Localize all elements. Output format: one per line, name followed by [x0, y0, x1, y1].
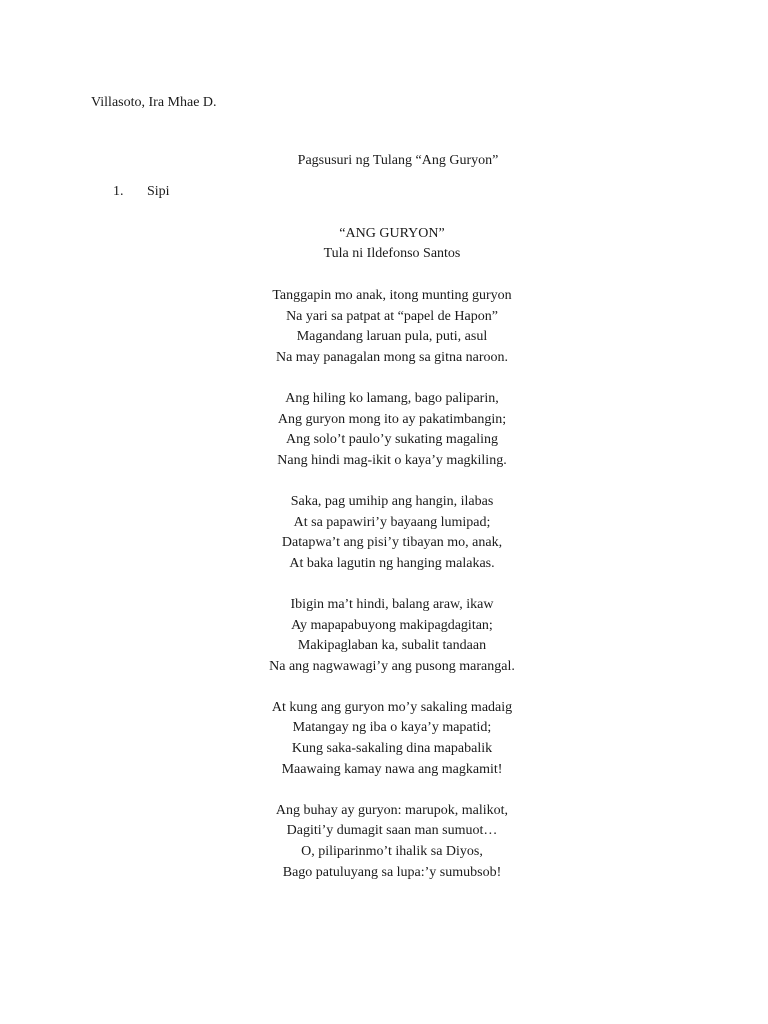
- poem-stanza: [200, 492, 584, 574]
- poem-line: Nang hindi mag-ikit o kaya’y magkiling.: [277, 452, 507, 468]
- poem-line: Matangay ng iba o kaya’y mapatid;: [292, 720, 492, 736]
- poem-line: Na ang nagwawagi’y ang pusong marangal.: [269, 658, 515, 674]
- poem-stanza: [200, 286, 584, 368]
- poem-title: “ANG GURYON”: [339, 226, 445, 241]
- poem-stanza: [200, 698, 584, 780]
- poem-line: Maawaing kamay nawa ang magkamit!: [281, 761, 503, 777]
- poem-line: Datapwa’t ang pisi’y tibayan mo, anak,: [281, 535, 503, 551]
- poem-line: O, piliparinmo’t ihalik sa Diyos,: [301, 844, 483, 860]
- poem-line: Ang guryon mong ito ay pakatimbangin;: [277, 411, 507, 427]
- poem-line: At baka lagutin ng hanging malakas.: [289, 555, 495, 571]
- section-number: 1.: [113, 184, 124, 199]
- poem-line: Dagiti’y dumagit saan man sumuot…: [286, 823, 498, 839]
- poem-line: Kung saka-sakaling dina mapabalik: [291, 741, 493, 757]
- author-name: Villasoto, Ira Mhae D.: [91, 95, 217, 110]
- poem-line: Bago patuluyang sa lupa:’y sumubsob!: [282, 864, 502, 880]
- poem-line: Tanggapin mo anak, itong munting guryon: [272, 288, 512, 303]
- poem: [200, 224, 584, 904]
- poem-stanza: [200, 595, 584, 677]
- poem-line: Ang buhay ay guryon: marupok, malikot,: [275, 802, 509, 818]
- section-label: Sipi: [147, 184, 170, 199]
- poem-line: Ay mapapabuyong makipagdagitan;: [291, 617, 493, 633]
- section-heading: [113, 184, 170, 200]
- poem-stanza: [200, 389, 584, 471]
- poem-line: At sa papawiri’y bayaang lumipad;: [293, 514, 491, 530]
- poem-line: Na yari sa patpat at “papel de Hapon”: [286, 308, 498, 324]
- poem-line: Na may panagalan mong sa gitna naroon.: [275, 349, 509, 365]
- document-title-text: Pagsusuri ng Tulang “Ang Guryon”: [297, 153, 499, 168]
- poem-line: Ibigin ma’t hindi, balang araw, ikaw: [290, 596, 494, 612]
- poem-line: Magandang laruan pula, puti, asul: [296, 329, 488, 345]
- poem-line: Saka, pag umihip ang hangin, ilabas: [290, 493, 494, 509]
- document-title: [0, 153, 768, 169]
- poem-line: Ang solo’t paulo’y sukating magaling: [285, 432, 499, 448]
- poem-line: Ang hiling ko lamang, bago paliparin,: [285, 390, 499, 406]
- poem-stanza: [200, 801, 584, 883]
- poem-line: Makipaglaban ka, subalit tandaan: [297, 638, 487, 654]
- poem-byline: Tula ni Ildefonso Santos: [323, 246, 461, 261]
- poem-line: At kung ang guryon mo’y sakaling madaig: [271, 699, 513, 715]
